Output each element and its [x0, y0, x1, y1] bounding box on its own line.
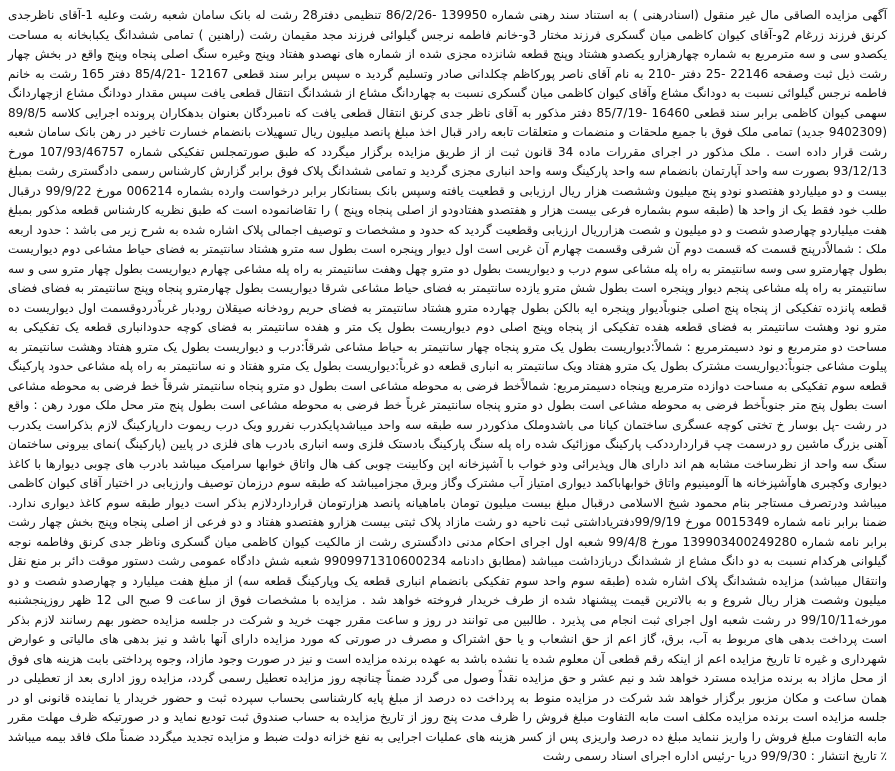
auction-notice-body: آگهی مزایده الصاقی مال غیر منقول (اسنادرهنی ) به استناد سند رهنی شماره 139950 -86/2/26 تنظیمی دفتر28 رشت له بانک سامان شعبه رشت وعلیه 1-آقای ناظرجدی کرنق فرزند زرغام 2و-آقای کیوان کاظمی میان گسکری فرزند مختار 3و-خانم فاطمه نرجس گیلوائی فرزند مجد مقیمان رشت (راهنین ) تمامی ششدانگ یکبابخانه به مساحت یکصدو سی و سه مترمربع به شماره چهارهزارو یکصدو هشتاد وپنج قطعه شانزده مجزی شده از شماره های نهصدو هفتاد وپنج وغیره سنگ اصلی پنجاه وپنج واقع در بخش چهار رشت ذیل ثبت وصفحه 22146 -25 دفتر -210 به نام آقای ناصر پورکاظم چکلدانی صادر وتسلیم گردید ه سپس برابر سند قطعی 12167 -85/4/21 دفتر 165 رشت به خانم فاطمه نرجس گیلوائی نسبت به دودانگ مشاع وآقای کیوان کاظمی میان گسکری نسبت به چهاردانگ مشاع از ششدانگ انتقال قطعی یافت سپس مقدار دودانگ مشاع ازچهاردانگ سهمی کیوان کاظمی برابر سند قطعی 16460 -85/7/19 دفتر مذکور به آقای ناظر جدی کرنق انتقال قطعی یافت که نامبردگان بعنوان بدهکاران پرونده اجرایی کلاسه 89/8/5 (9402309 جدید) تمامی ملک فوق با جمیع ملحقات و منضمات و متعلقات تابعه رادر قبال اخذ مبلغ پانصد میلیون ریال تسهیلات بانضمام خسارت تاخیر در رهن بانک سامان شعبه رشت قرار داده است . ملک مذکور در اجرای مقررات ماده 34 قانون ثبت از از طریق مزایده برگزار میگردد که طبق صورتمجلس تفکیکی شماره 107/93/46757 مورخ 93/12/13 بصورت سه واحد آپارتمان بانضمام سه واحد پارکینگ وسه واحد انباری مجزی گردید و تمامی ششدانگ پلاک فوق برابر گزارش کارشناس رسمی دادگستری رشت بمبلغ بیست و دو میلیاردو هفتصدو نودو پنج میلیون وششصت هزار ریال ارزیابی و قطعیت یافته وسپس بانک بستانکار برابر درخواست وارده بشماره 006214 مورخ 99/9/22 درقبال طلب خود فقط یک از واحد ها (طبقه سوم بشماره فرعی بیست هزار و هفتصدو هفتادودو از اصلی پنجاه وپنج ) را تقاضانموده است که طبق نظریه کارشناس قطعه مذکور بمبلغ هفت میلیاردو چهارصدو شصت و دو میلیون و شصت هزارریال ارزیابی وقطعیت گردید که حدود و مشخصات و توصیف اجمالی پلاک اشاره شده به شرح زیر می باشد : حدود اربعه ملک : شمالاًدرپنج قسمت که قسمت دوم آن شرقی وقسمت چهارم آن غربی است اول دیوار وپنجره است بطول سه مترو هشتاد سانتیمتر به فضای حیاط مشاعی دوم دیواریست بطول چهارمترو سی وسه سانتیمتر به راه پله مشاعی سوم درب و دیواریست بطول دو مترو چهل وهفت سانتیمتر به راه پله مشاعی چهارم دیواریست بطول چهار مترو سی و سه سانتیمتر به راه پله مشاعی پنجم دیوار وپنجره است بطول شش مترو یازده سانتیمتر به فضای حیاط مشاعی شرقا دیواریست بطول چهارمترو پنجاه وپنج سانتیمتر به فضای فضای قطعه پانزده تفکیکی از پنجاه پنج اصلی جنوباًدیوار وپنجره ایه بالکن بطول چهارده مترو هشتاد سانتیمتر به فضای حریم رودخانه صیقلان رودبار غرباًدردوقسمت اول دیواریست ده مترو نود وهشت سانتیمتر به فضای قطعه هفده تفکیکی از پنجاه وپنج اصلی دوم دیواریست بطول یک متر و هفده سانتیمتر به فضای کوچه حدودانباری قطعه یک تفکیکی به مساحت دو مترمربع و نود دسیمترمربع : شمالاً:دیواریست بطول یک مترو پنجاه چهار سانتیمتر به حیاط مشاعی شرقاً:درب و دیواریست بطول یک مترو هفتاد وهشت سانتیمتر به پیلوت مشاعی جنوباً:دیواریست مشترک بطول یک مترو هفتاد ویک سانتیمتر به انباری قطعه دو غرباً:دیواریست بطول یک مترو هفتاد و نه سانتیمتر به راه پله مشاعی حدود پارکینگ قطعه سوم تفکیکی به مساحت دوازده مترمربع وپنجاه دسیمترمربع: شمالاًخط فرضی به محوطه مشاعی است بطول دو مترو پنجاه سانتیمتر شرقاً خط فرضی به محوطه مشاعی است بطول پنج متر جنوباًخط فرضی به محوطه مشاعی است بطول دو مترو پنجاه سانتیمتر غرباً خط فرضی به محوطه مشاعی است بطول پنج متر محل ملک مورد رهن : واقع در رشت -پل بوسار خ تختی کوچه عسگری ساختمان کیانا می باشدوملک مذکوردر سه طبقه سه واحد میباشدپایکدرب نفررو ویک درب ریموت دارپارکینگ لازم بذکراست یکدرب آهنی بزرگ ماشین رو درسمت چپ قراردارددکب پارکینگ موزائیک شده راه پله سنگ پارکینگ بادستک فلزی وسه انباری بادرب های فلزی در پایین (پارکینگ )نمای بیرونی ساختمان سنگ سه واحد از نظرساخت مشابه هم اند دارای هال وپذیرائی ودو خواب با آشپزخانه اپن وکابینت چوبی کف هال واتاق خوابها سرامیک میباشد بادرب های چوبی دیوارها با کاغذ دیواری وکچبری هاوآشپزخانه ها آلومینیوم واتاق خوابهاباکمد دیواری امتیاز آب مشترک وگاز وبرق مجزامیباشد که طبقه سوم درزمان توصیف وارزیابی در اختیار آقای کیوان کاظمی میباشد ودرتصرف مستاجر بنام محمود شیخ الاسلامی درقبال مبلغ بیست میلیون تومان باماهیانه پانصد هزارتومان قرارداردلازم بذکر است دیوار طبقه سوم کاغذ دیواری ندارد. ضمنا برابر نامه شماره 0015349 مورخ 99/9/19دفتریاداشتی ثبت ناحیه دو رشت مازاد پلاک ثبتی بیست هزارو هفتصدو هفتاد و دو فرعی از اصلی پنجاه وپنج بخش چهار رشت برابر نامه شماره 139903400249280 مورخ 99/4/8 شعبه اول اجرای احکام مدنی دادگستری رشت از مالکیت کیوان کاظمی میان گسکری وناظر جدی کرنق وفاطمه نوجه گیلوانی هرکدام نسبت به دو دانگ مشاع از ششدانگ دربازداشت میباشد (مطابق دادنامه 9909971310600234 شعبه شش دادگاه عمومی رشت دستور موقت دائر بر منع نقل وانتقال میباشد) مزایده ششدانگ پلاک اشاره شده (طبقه سوم واحد سوم تفکیکی بانضمام انباری قطعه یک وپارکینگ قطعه سه) از مبلغ هفت میلیارد و چهارصدو شصت و دو میلیون وشصت هزار ریال شروع و به بالاترین قیمت پیشنهاد شده از طرف خریدار فروخته خواهد شد . مزایده با مشخصات فوق از ساعت 9 صبح الی 12 ظهر روزپنجشنبه مورخه99/10/11 در رشت شعبه اول اجرای ثبت انجام می پذیرد . طالبین می توانند در روز و ساعت مقرر جهت خرید و شرکت در جلسه مزایده حضور بهم رسانند لازم بذکر است پرداخت بدهی های مربوط به آب، برق، گاز اعم از حق انشعاب و یا حق اشتراک و مصرف در صورتی که مورد مزایده دارای آنها باشد و نیز بدهی های مالیاتی و عوارض شهرداری و غیره تا تاریخ مزایده اعم از اینکه رقم قطعی آن معلوم شده یا نشده باشد به عهده برنده مزایده است و نیز در صورت وجود مازاد، وجوه پرداختی بابت هزینه های فوق از محل مازاد به برنده مزایده مسترد خواهد شد و نیم عشر و حق مزایده نقداً وصول می گردد ضمناً چنانچه روز مزایده تعطیل رسمی گردد، مزایده روز اداری بعد از تعطیلی در همان ساعت و مکان مزبور برگزار خواهد شد شرکت در مزایده منوط به پرداخت ده درصد از مبلغ پایه کارشناسی بحساب سپرده ثبت و حضور خریدار یا نماینده قانونی او در جلسه مزایده است برنده مزایده مکلف است مابه التفاوت مبلغ فروش را ظرف مدت پنج روز از تاریخ مزایده به حساب صندوق ثبت تودیع نماید و در صورتیکه ظرف مهلت مقرر مابه التفاوت مبلغ فروش را واریز ننماید مبلغ ده درصد واریزی پس از کسر هزینه های عملیات اجرایی به نفع خزانه دولت ضبط و مزایده تجدید میگردد ضمناً ملک فاقد بیمه میباشد ٪ تاریخ انتشار : 99/9/30 دریا -رئیس اداره اجرای اسناد رسمی رشت [8, 8, 888, 763]
auction-notice-text [8, 6, 887, 767]
